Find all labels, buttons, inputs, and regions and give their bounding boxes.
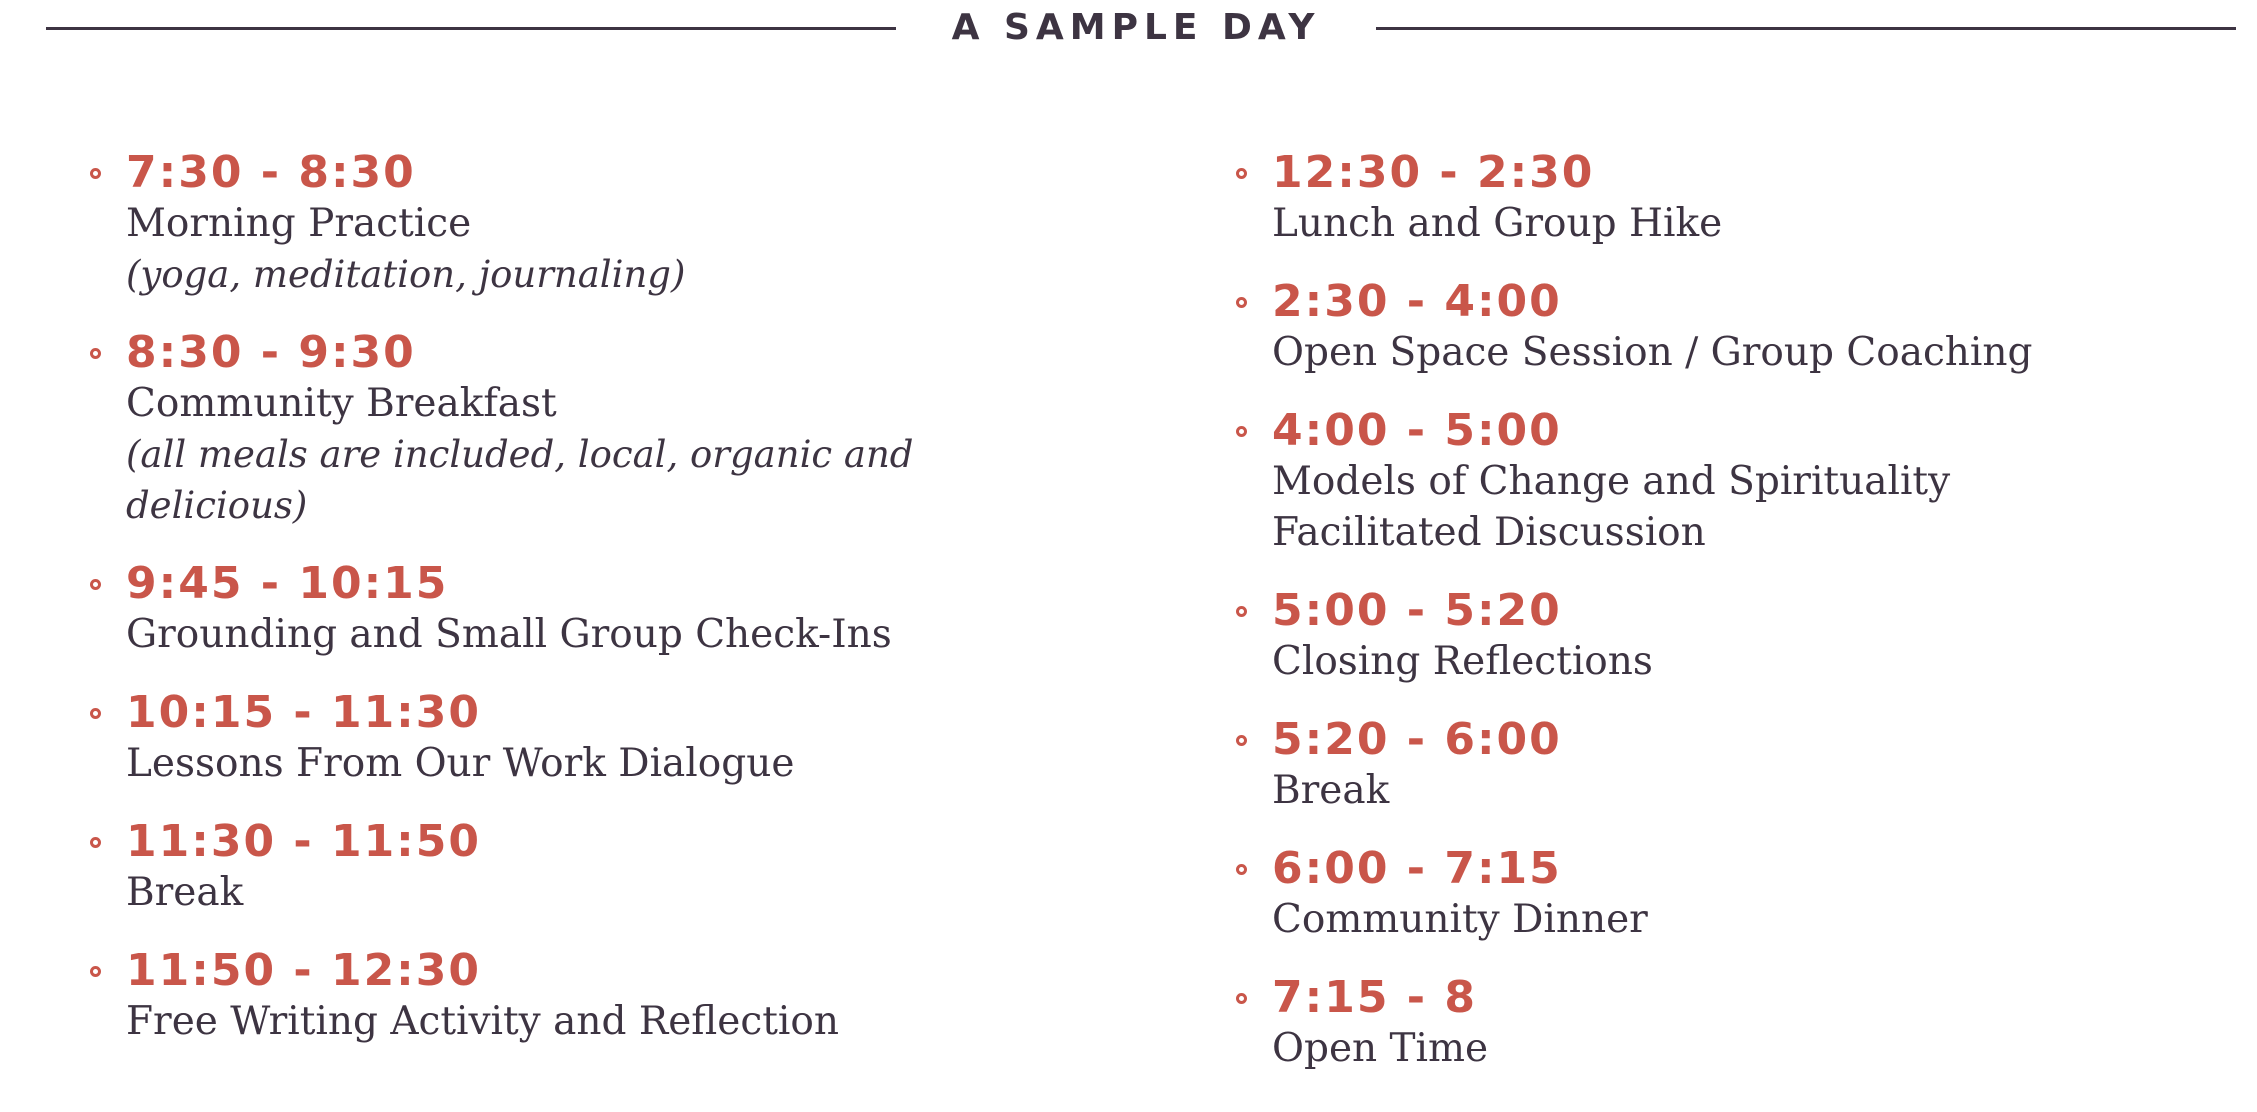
circle-bullet-icon — [1236, 297, 1247, 308]
schedule-item — [86, 328, 1086, 531]
schedule-activity: Lunch and Group Hike — [1272, 201, 1723, 246]
schedule-time: 5:00 - 5:20 — [1272, 585, 1562, 636]
schedule-time: 8:30 - 9:30 — [126, 327, 416, 378]
schedule-column-right — [1232, 148, 2232, 1102]
schedule-activity: Lessons From Our Work Dialogue — [126, 741, 795, 786]
schedule-time: 4:00 - 5:00 — [1272, 405, 1562, 456]
schedule-item — [1232, 148, 2232, 249]
schedule-item — [1232, 844, 2232, 945]
header-rule-right — [1376, 27, 2236, 30]
schedule-note: (all meals are included, local, organic and delicious) — [126, 433, 914, 527]
schedule-activity: Free Writing Activity and Reflection — [126, 999, 839, 1044]
section-header — [46, 0, 2236, 60]
schedule-time: 11:50 - 12:30 — [126, 945, 482, 996]
section-title: A SAMPLE DAY — [951, 7, 1321, 48]
circle-bullet-icon — [90, 579, 101, 590]
schedule-item — [1232, 406, 2232, 558]
header-rule-left — [46, 27, 896, 30]
circle-bullet-icon — [1236, 864, 1247, 875]
circle-bullet-icon — [90, 348, 101, 359]
schedule-activity: Community Breakfast — [126, 381, 557, 426]
schedule-activity: Community Dinner — [1272, 897, 1648, 942]
circle-bullet-icon — [1236, 606, 1247, 617]
schedule-note: (yoga, meditation, journaling) — [126, 253, 686, 296]
schedule-time: 6:00 - 7:15 — [1272, 843, 1562, 894]
schedule-item — [86, 817, 1086, 918]
circle-bullet-icon — [1236, 735, 1247, 746]
circle-bullet-icon — [90, 708, 101, 719]
schedule-activity: Open Space Session / Group Coaching — [1272, 330, 2033, 375]
schedule-time: 9:45 - 10:15 — [126, 558, 449, 609]
schedule-column-left — [86, 148, 1086, 1075]
schedule-activity: Break — [1272, 768, 1390, 813]
schedule-time: 5:20 - 6:00 — [1272, 714, 1562, 765]
schedule-activity: Break — [126, 870, 244, 915]
schedule-item — [86, 559, 1086, 660]
schedule-activity: Grounding and Small Group Check-Ins — [126, 612, 892, 657]
circle-bullet-icon — [90, 837, 101, 848]
schedule-item — [86, 946, 1086, 1047]
circle-bullet-icon — [1236, 426, 1247, 437]
schedule-activity: Open Time — [1272, 1026, 1489, 1071]
circle-bullet-icon — [1236, 993, 1247, 1004]
schedule-time: 12:30 - 2:30 — [1272, 147, 1595, 198]
schedule-item — [1232, 715, 2232, 816]
schedule-item — [1232, 973, 2232, 1074]
circle-bullet-icon — [90, 966, 101, 977]
schedule-item — [86, 148, 1086, 300]
schedule-time: 7:30 - 8:30 — [126, 147, 416, 198]
circle-bullet-icon — [1236, 168, 1247, 179]
circle-bullet-icon — [90, 168, 101, 179]
schedule-time: 11:30 - 11:50 — [126, 816, 482, 867]
schedule-time: 10:15 - 11:30 — [126, 687, 482, 738]
schedule-activity: Models of Change and Spirituality Facilitated Discussion — [1272, 459, 1951, 555]
schedule-item — [86, 688, 1086, 789]
schedule-time: 2:30 - 4:00 — [1272, 276, 1562, 327]
schedule-activity: Morning Practice — [126, 201, 472, 246]
schedule-time: 7:15 - 8 — [1272, 972, 1477, 1023]
schedule-item — [1232, 277, 2232, 378]
schedule-activity: Closing Reflections — [1272, 639, 1653, 684]
schedule-item — [1232, 586, 2232, 687]
